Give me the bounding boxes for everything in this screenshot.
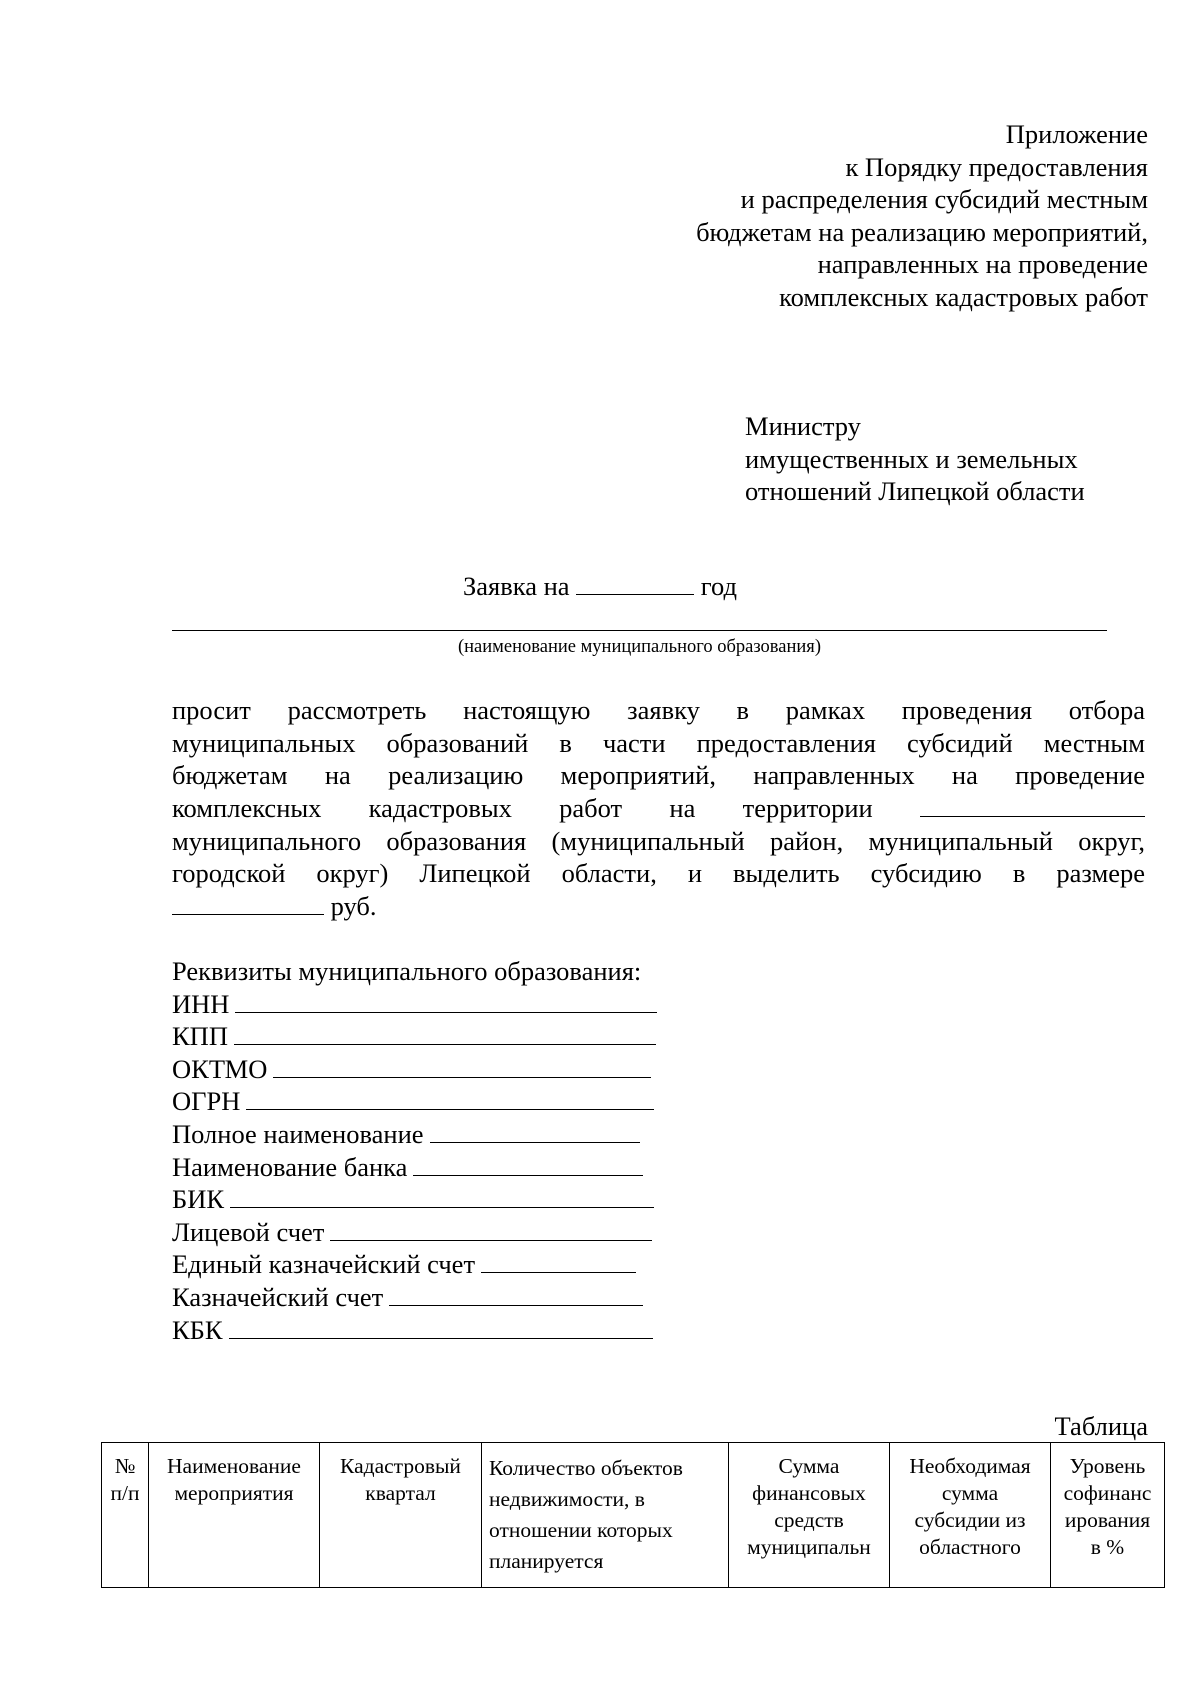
document-title bbox=[0, 570, 1200, 602]
paragraph-line: бюджетам на реализацию мероприятий, направленных на проведение bbox=[172, 760, 1145, 791]
requisite-inn-blank[interactable] bbox=[235, 988, 657, 1013]
header-cell-property-count bbox=[482, 1443, 729, 1588]
requisite-unified-treasury-account-blank[interactable] bbox=[481, 1248, 636, 1273]
requisite-ogrn-blank[interactable] bbox=[246, 1085, 654, 1110]
paragraph-line: просит рассмотреть настоящую заявку в рамках проведения отбора bbox=[172, 695, 1145, 725]
header-text: Наименование bbox=[167, 1454, 301, 1478]
header-text: планируется bbox=[489, 1549, 604, 1573]
header-text: квартал bbox=[365, 1481, 436, 1505]
request-paragraph bbox=[172, 694, 1145, 923]
municipality-name-caption: (наименование муниципального образования) bbox=[458, 637, 821, 657]
requisite-personal-account-blank[interactable] bbox=[330, 1216, 652, 1241]
header-text: Кадастровый bbox=[340, 1454, 461, 1478]
addressee-line: отношений Липецкой области bbox=[745, 476, 1085, 506]
header-cell-number bbox=[102, 1443, 149, 1588]
title-suffix: год bbox=[700, 571, 737, 601]
header-text: областного bbox=[919, 1535, 1021, 1559]
territory-blank[interactable] bbox=[920, 794, 1145, 817]
year-blank[interactable] bbox=[576, 572, 694, 595]
addressee-line: имущественных и земельных bbox=[745, 443, 1078, 474]
table-header-row bbox=[102, 1443, 1165, 1588]
table-caption: Таблица bbox=[1054, 1411, 1148, 1441]
requisite-label: ОКТМО bbox=[172, 1053, 268, 1084]
requisite-bik bbox=[172, 1183, 657, 1216]
requisite-bik-blank[interactable] bbox=[230, 1183, 654, 1208]
requisites-section bbox=[172, 955, 657, 1346]
header-text: п/п bbox=[110, 1481, 140, 1505]
header-text: Сумма bbox=[778, 1454, 840, 1478]
requisite-bank-name bbox=[172, 1151, 657, 1184]
requisite-label: Наименование банка bbox=[172, 1151, 408, 1182]
header-cell-cadastral-quarter bbox=[320, 1443, 482, 1588]
paragraph-line-with-blank bbox=[172, 890, 1145, 923]
header-text: № bbox=[114, 1454, 136, 1478]
appendix-line: Приложение bbox=[1005, 119, 1148, 149]
requisite-label: КПП bbox=[172, 1021, 228, 1052]
requisite-full-name-blank[interactable] bbox=[430, 1118, 640, 1143]
header-cell-cofinancing-level bbox=[1051, 1443, 1165, 1588]
header-text: мероприятия bbox=[174, 1481, 294, 1505]
requisite-label: Лицевой счет bbox=[172, 1216, 325, 1247]
header-text: субсидии из bbox=[914, 1508, 1026, 1532]
requisite-label: ОГРН bbox=[172, 1086, 241, 1117]
header-text: ирования bbox=[1064, 1508, 1151, 1532]
requisite-label: БИК bbox=[172, 1184, 225, 1215]
requisite-kpp-blank[interactable] bbox=[234, 1020, 656, 1045]
requisite-ogrn bbox=[172, 1085, 657, 1118]
requisite-inn bbox=[172, 988, 657, 1021]
appendix-line: и распределения субсидий местным bbox=[740, 184, 1148, 214]
requisite-treasury-account-blank[interactable] bbox=[389, 1281, 643, 1306]
header-text: отношении которых bbox=[489, 1518, 673, 1542]
requisite-label: Единый казначейский счет bbox=[172, 1249, 476, 1280]
appendix-header bbox=[696, 118, 1148, 313]
header-text: софинанс bbox=[1063, 1481, 1152, 1505]
header-text: Количество объектов bbox=[489, 1456, 683, 1480]
paragraph-line-with-blank bbox=[172, 792, 1145, 825]
requisite-personal-account bbox=[172, 1216, 657, 1249]
header-cell-required-subsidy bbox=[890, 1443, 1051, 1588]
paragraph-line: городской округ) Липецкой области, и выделить субсидию в размере bbox=[172, 858, 1145, 889]
appendix-line: бюджетам на реализацию мероприятий, bbox=[696, 216, 1148, 247]
subsidy-amount-blank[interactable] bbox=[172, 892, 324, 915]
municipality-name-line[interactable] bbox=[172, 630, 1107, 631]
paragraph-line: муниципальных образований в части предоставления субсидий местным bbox=[172, 727, 1145, 758]
requisite-label: Казначейский счет bbox=[172, 1281, 384, 1312]
header-text: недвижимости, в bbox=[489, 1487, 645, 1511]
header-text: муниципальн bbox=[747, 1535, 871, 1559]
requisite-treasury-account bbox=[172, 1281, 657, 1314]
header-cell-activity-name bbox=[149, 1443, 320, 1588]
requisite-kbk bbox=[172, 1314, 657, 1347]
paragraph-line: муниципального образования (муниципальный район, муниципальный округ, bbox=[172, 825, 1145, 856]
addressee-block bbox=[745, 410, 1085, 508]
requisite-unified-treasury-account bbox=[172, 1248, 657, 1281]
requisite-kbk-blank[interactable] bbox=[229, 1314, 653, 1339]
header-cell-municipal-funds bbox=[729, 1443, 890, 1588]
header-text: сумма bbox=[941, 1481, 999, 1505]
header-text: Уровень bbox=[1069, 1454, 1146, 1478]
header-text: средств bbox=[774, 1508, 844, 1532]
requisite-label: Полное наименование bbox=[172, 1118, 424, 1149]
appendix-line: направленных на проведение bbox=[817, 249, 1148, 279]
requisite-bank-name-blank[interactable] bbox=[413, 1151, 643, 1176]
activities-table bbox=[101, 1442, 1165, 1588]
requisite-oktmo bbox=[172, 1053, 657, 1086]
header-text: финансовых bbox=[752, 1481, 866, 1505]
header-text: Необходимая bbox=[909, 1454, 1031, 1478]
header-text: в % bbox=[1090, 1535, 1125, 1559]
requisites-heading: Реквизиты муниципального образования: bbox=[172, 956, 642, 986]
requisite-label: КБК bbox=[172, 1314, 223, 1345]
appendix-line: комплексных кадастровых работ bbox=[779, 281, 1148, 312]
addressee-line: Министру bbox=[745, 411, 861, 441]
paragraph-line-text: комплексных кадастровых работ на территории bbox=[172, 793, 873, 824]
requisite-full-name bbox=[172, 1118, 657, 1151]
requisite-oktmo-blank[interactable] bbox=[273, 1053, 651, 1078]
requisite-kpp bbox=[172, 1020, 657, 1053]
requisite-label: ИНН bbox=[172, 988, 230, 1019]
appendix-line: к Порядку предоставления bbox=[845, 151, 1148, 182]
title-prefix: Заявка на bbox=[463, 571, 570, 601]
paragraph-line-text: руб. bbox=[330, 891, 377, 922]
